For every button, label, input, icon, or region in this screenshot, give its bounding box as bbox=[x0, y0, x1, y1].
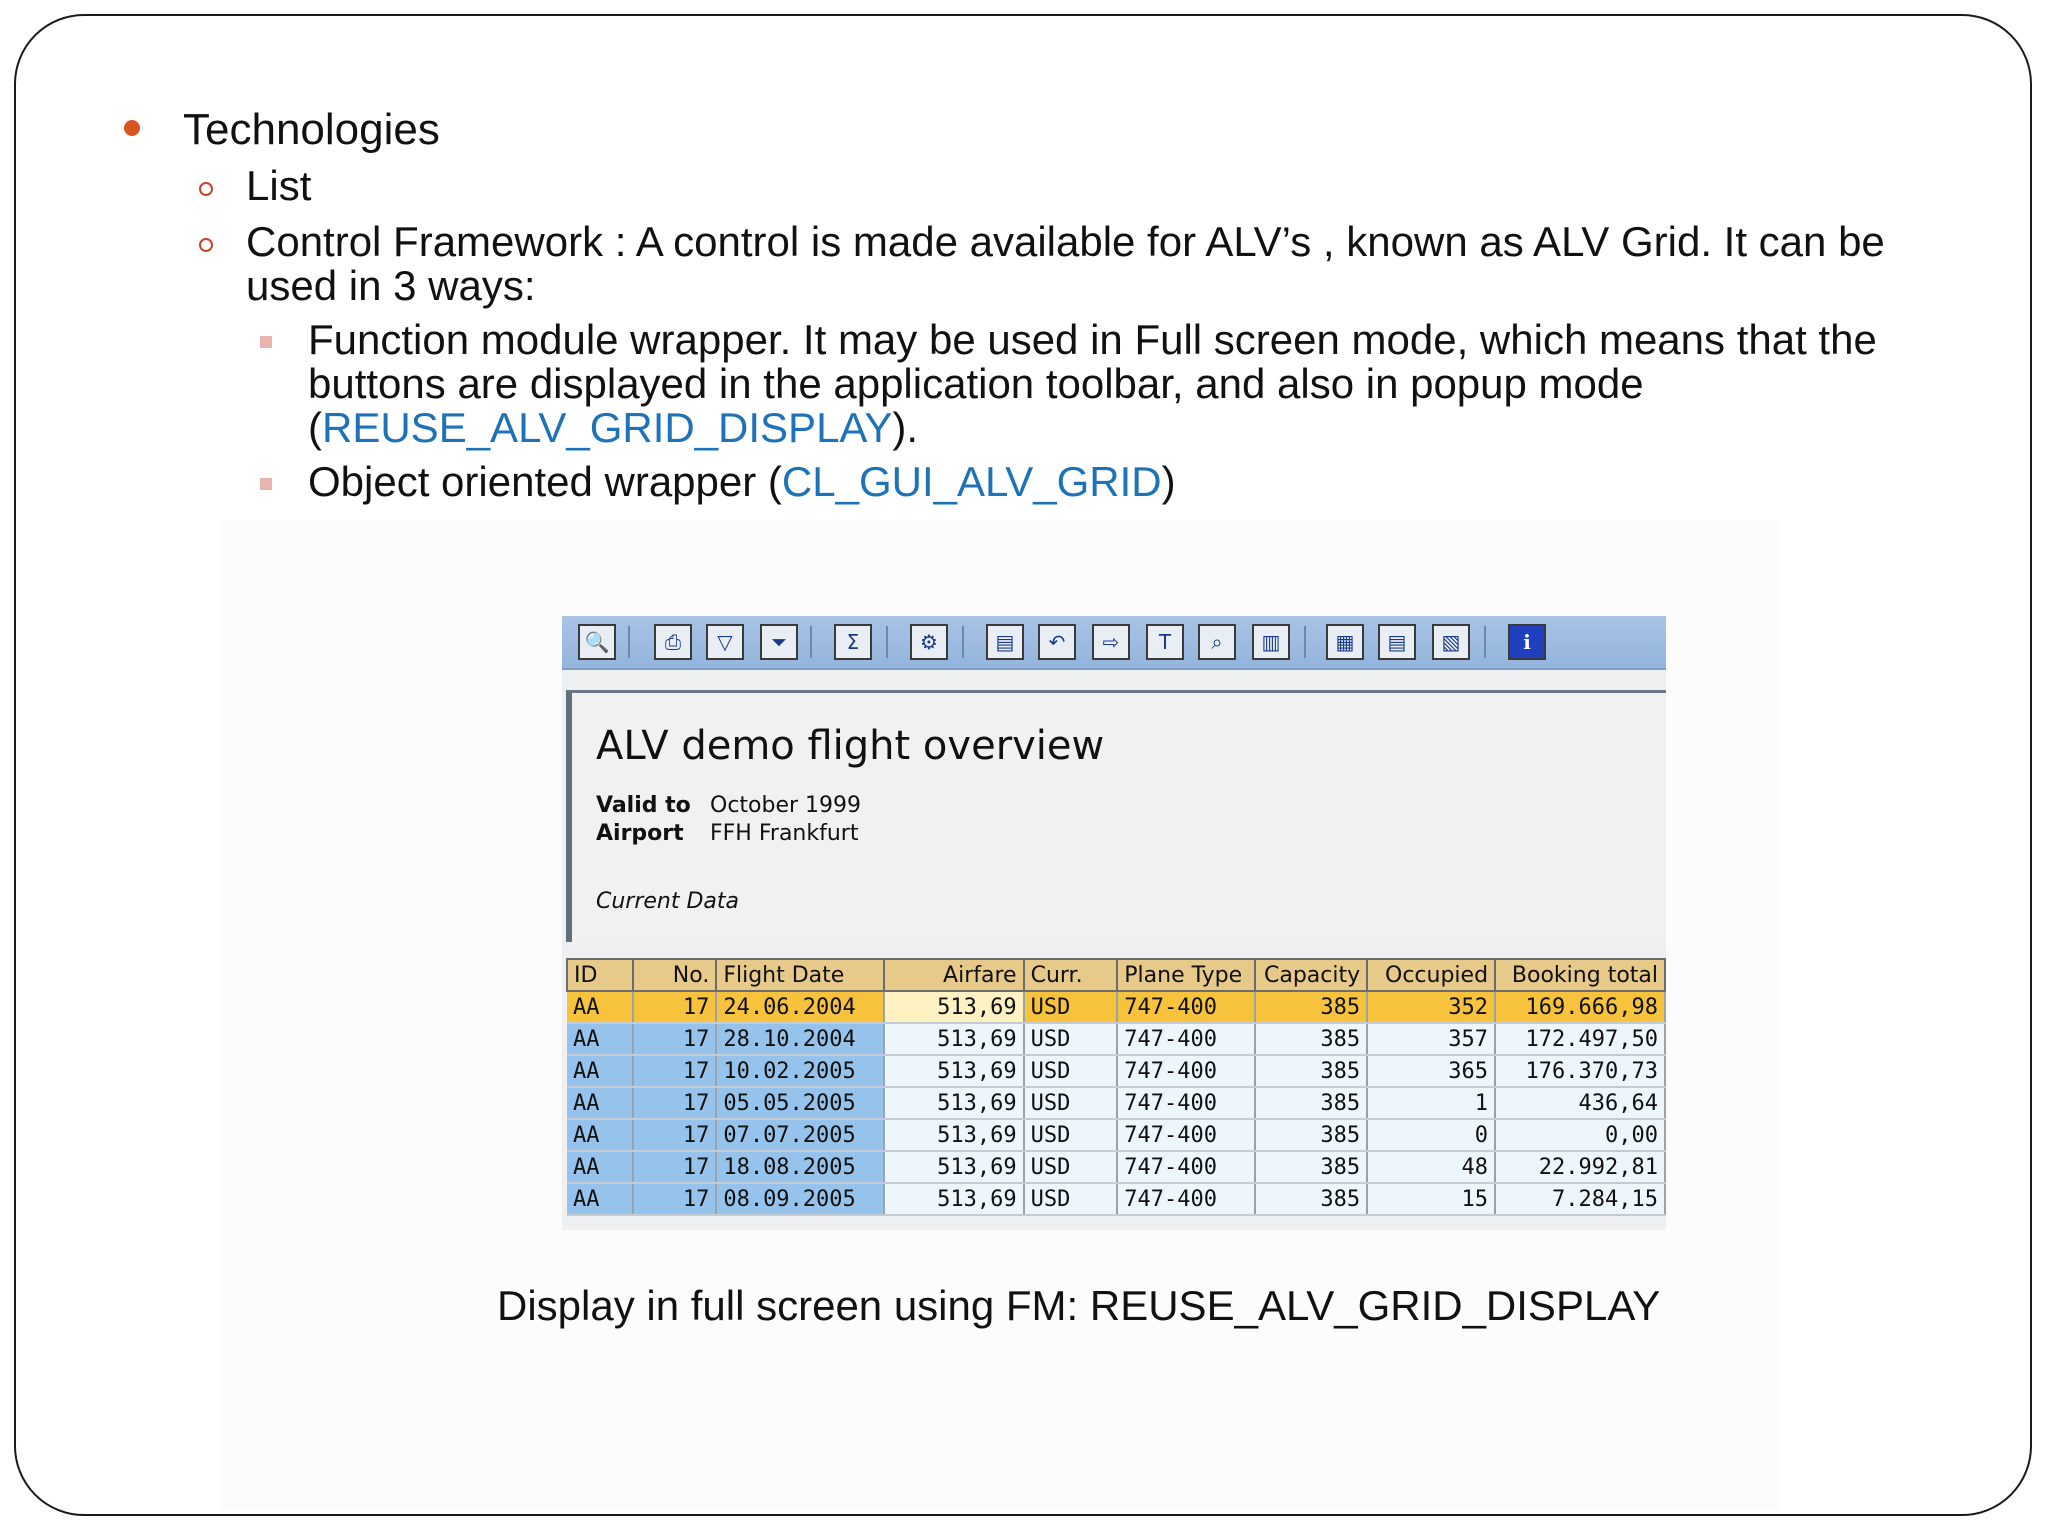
table-cell[interactable]: 747-400 bbox=[1117, 991, 1255, 1023]
col-header-booking-total[interactable]: Booking total bbox=[1495, 959, 1665, 991]
table-cell[interactable]: 385 bbox=[1255, 1151, 1367, 1183]
sort-icon[interactable]: ▽ bbox=[706, 624, 744, 660]
send-icon[interactable]: ⇨ bbox=[1092, 624, 1130, 660]
bullet-dot-icon bbox=[124, 120, 140, 136]
col-header-airfare[interactable]: Airfare bbox=[884, 959, 1023, 991]
layout-icon[interactable]: ⚙ bbox=[910, 624, 948, 660]
table-cell[interactable]: 436,64 bbox=[1495, 1087, 1665, 1119]
figure-caption: Display in full screen using FM: REUSE_ALV_GRID_DISPLAY bbox=[497, 1282, 1661, 1329]
table-cell[interactable]: 513,69 bbox=[884, 1151, 1023, 1183]
table-row[interactable] bbox=[567, 1119, 1665, 1151]
table-row[interactable] bbox=[567, 991, 1665, 1023]
fm-code: REUSE_ALV_GRID_DISPLAY bbox=[322, 404, 893, 451]
table-cell[interactable]: 365 bbox=[1367, 1055, 1495, 1087]
table-cell[interactable]: 07.07.2005 bbox=[716, 1119, 884, 1151]
toolbar-separator bbox=[810, 626, 812, 658]
table-row[interactable] bbox=[567, 1151, 1665, 1183]
table-cell[interactable]: 10.02.2005 bbox=[716, 1055, 884, 1087]
table-cell[interactable]: USD bbox=[1024, 1055, 1118, 1087]
table-cell[interactable]: 747-400 bbox=[1117, 1183, 1255, 1215]
table-cell[interactable]: 24.06.2004 bbox=[716, 991, 884, 1023]
table-row[interactable] bbox=[567, 1055, 1665, 1087]
col-header-flight-date[interactable]: Flight Date bbox=[716, 959, 884, 991]
col-header-plane-type[interactable]: Plane Type bbox=[1117, 959, 1255, 991]
bullet-technologies: Technologies bbox=[183, 105, 440, 154]
square-bullet-icon bbox=[260, 478, 272, 490]
oo-text: Object oriented wrapper ( bbox=[308, 458, 782, 505]
alv-title: ALV demo flight overview bbox=[596, 723, 1105, 769]
bullet-object-oriented bbox=[308, 460, 1948, 504]
insert-row-icon[interactable]: ▤ bbox=[1378, 624, 1416, 660]
oo-code: CL_GUI_ALV_GRID bbox=[781, 458, 1162, 505]
table-cell[interactable]: AA bbox=[567, 1151, 633, 1183]
col-header-curr[interactable]: Curr. bbox=[1024, 959, 1118, 991]
table-cell[interactable]: 05.05.2005 bbox=[716, 1087, 884, 1119]
grid-icon[interactable]: ▦ bbox=[1326, 624, 1364, 660]
table-cell[interactable]: 352 bbox=[1367, 991, 1495, 1023]
table-cell[interactable]: 747-400 bbox=[1117, 1023, 1255, 1055]
table-cell[interactable]: 48 bbox=[1367, 1151, 1495, 1183]
table-cell[interactable]: USD bbox=[1024, 1087, 1118, 1119]
table-cell[interactable]: USD bbox=[1024, 1151, 1118, 1183]
sum-icon[interactable]: Σ bbox=[834, 624, 872, 660]
table-cell[interactable]: 17 bbox=[633, 991, 717, 1023]
current-data-label: Current Data bbox=[596, 889, 740, 914]
table-cell[interactable]: USD bbox=[1024, 991, 1118, 1023]
text-icon[interactable]: T bbox=[1146, 624, 1184, 660]
table-cell[interactable]: AA bbox=[567, 1023, 633, 1055]
circle-bullet-icon bbox=[199, 238, 213, 252]
valid-to-value: October 1999 bbox=[710, 793, 862, 818]
table-cell[interactable]: 172.497,50 bbox=[1495, 1023, 1665, 1055]
table-cell[interactable]: 747-400 bbox=[1117, 1119, 1255, 1151]
grid-header-row bbox=[567, 959, 1665, 991]
details-icon[interactable]: 🔍 bbox=[578, 624, 616, 660]
table-cell[interactable]: 747-400 bbox=[1117, 1151, 1255, 1183]
table-cell[interactable]: 385 bbox=[1255, 1183, 1367, 1215]
toolbar-separator bbox=[1304, 626, 1306, 658]
table-cell[interactable]: AA bbox=[567, 991, 633, 1023]
table-cell[interactable]: USD bbox=[1024, 1183, 1118, 1215]
table-cell[interactable]: 385 bbox=[1255, 991, 1367, 1023]
table-cell[interactable]: 17 bbox=[633, 1087, 717, 1119]
table-cell[interactable]: 17 bbox=[633, 1023, 717, 1055]
table-row[interactable] bbox=[567, 1183, 1665, 1215]
toolbar-separator bbox=[962, 626, 964, 658]
airport-label: Airport bbox=[596, 821, 684, 846]
table-cell[interactable]: 17 bbox=[633, 1151, 717, 1183]
table-cell[interactable]: 7.284,15 bbox=[1495, 1183, 1665, 1215]
col-header-capacity[interactable]: Capacity bbox=[1255, 959, 1367, 991]
fm-after: ). bbox=[892, 404, 918, 451]
print-icon[interactable]: ⎙ bbox=[654, 624, 692, 660]
table-cell[interactable]: 1 bbox=[1367, 1087, 1495, 1119]
fm-text: Function module wrapper. It may be used in Full screen mode, which means that the buttons are displayed in the application toolbar, and also in popup mode ( bbox=[308, 316, 1877, 451]
table-cell[interactable]: 513,69 bbox=[884, 1183, 1023, 1215]
table-cell[interactable]: 747-400 bbox=[1117, 1055, 1255, 1087]
table-cell[interactable]: 385 bbox=[1255, 1023, 1367, 1055]
square-bullet-icon bbox=[260, 336, 272, 348]
table-cell[interactable]: 385 bbox=[1255, 1119, 1367, 1151]
toolbar-separator bbox=[886, 626, 888, 658]
export-icon[interactable]: ▤ bbox=[986, 624, 1024, 660]
col-header-no[interactable]: No. bbox=[633, 959, 717, 991]
col-header-id[interactable]: ID bbox=[567, 959, 633, 991]
change-icon[interactable]: ↶ bbox=[1038, 624, 1076, 660]
table-cell[interactable]: 08.09.2005 bbox=[716, 1183, 884, 1215]
table-cell[interactable]: 28.10.2004 bbox=[716, 1023, 884, 1055]
table-cell[interactable]: 513,69 bbox=[884, 1119, 1023, 1151]
alv-header bbox=[566, 690, 1666, 942]
select-layout-icon[interactable]: ▧ bbox=[1432, 624, 1470, 660]
table-cell[interactable]: AA bbox=[567, 1087, 633, 1119]
table-cell[interactable]: 15 bbox=[1367, 1183, 1495, 1215]
table-cell[interactable]: 17 bbox=[633, 1119, 717, 1151]
alv-screenshot bbox=[562, 616, 1666, 1230]
find-icon[interactable]: ⌕ bbox=[1198, 624, 1236, 660]
toolbar-separator bbox=[628, 626, 630, 658]
table-cell[interactable]: 0 bbox=[1367, 1119, 1495, 1151]
table-cell[interactable]: AA bbox=[567, 1119, 633, 1151]
table-cell[interactable]: 385 bbox=[1255, 1087, 1367, 1119]
oo-after: ) bbox=[1161, 458, 1176, 505]
circle-bullet-icon bbox=[199, 182, 213, 196]
bullet-function-module bbox=[308, 318, 1948, 450]
table-cell[interactable]: 513,69 bbox=[884, 1055, 1023, 1087]
table-cell[interactable]: 176.370,73 bbox=[1495, 1055, 1665, 1087]
bullet-control-framework: Control Framework : A control is made available for ALV’s , known as ALV Grid. It can be used in 3 ways: bbox=[246, 218, 1885, 309]
bullet-list: List bbox=[246, 162, 312, 209]
col-header-occupied[interactable]: Occupied bbox=[1367, 959, 1495, 991]
table-cell[interactable]: USD bbox=[1024, 1119, 1118, 1151]
table-cell[interactable]: 513,69 bbox=[884, 991, 1023, 1023]
info-icon[interactable]: i bbox=[1508, 624, 1546, 660]
table-cell[interactable]: 0,00 bbox=[1495, 1119, 1665, 1151]
toolbar-separator bbox=[1484, 626, 1486, 658]
table-cell[interactable]: 22.992,81 bbox=[1495, 1151, 1665, 1183]
table-cell[interactable]: 747-400 bbox=[1117, 1087, 1255, 1119]
table-cell[interactable]: USD bbox=[1024, 1023, 1118, 1055]
valid-to-label: Valid to bbox=[596, 793, 691, 818]
filter-icon[interactable]: ⏷ bbox=[760, 624, 798, 660]
table-cell[interactable]: AA bbox=[567, 1183, 633, 1215]
table-cell[interactable]: 18.08.2005 bbox=[716, 1151, 884, 1183]
table-cell[interactable]: 357 bbox=[1367, 1023, 1495, 1055]
table-row[interactable] bbox=[567, 1087, 1665, 1119]
airport-value: FFH Frankfurt bbox=[710, 821, 859, 846]
table-cell[interactable]: 17 bbox=[633, 1055, 717, 1087]
table-cell[interactable]: 513,69 bbox=[884, 1023, 1023, 1055]
flight-grid bbox=[566, 958, 1666, 1216]
table-cell[interactable]: 513,69 bbox=[884, 1087, 1023, 1119]
table-row[interactable] bbox=[567, 1023, 1665, 1055]
alv-toolbar bbox=[562, 616, 1666, 670]
graphic-icon[interactable]: ▥ bbox=[1252, 624, 1290, 660]
table-cell[interactable]: 169.666,98 bbox=[1495, 991, 1665, 1023]
table-cell[interactable]: 385 bbox=[1255, 1055, 1367, 1087]
table-cell[interactable]: 17 bbox=[633, 1183, 717, 1215]
table-cell[interactable]: AA bbox=[567, 1055, 633, 1087]
